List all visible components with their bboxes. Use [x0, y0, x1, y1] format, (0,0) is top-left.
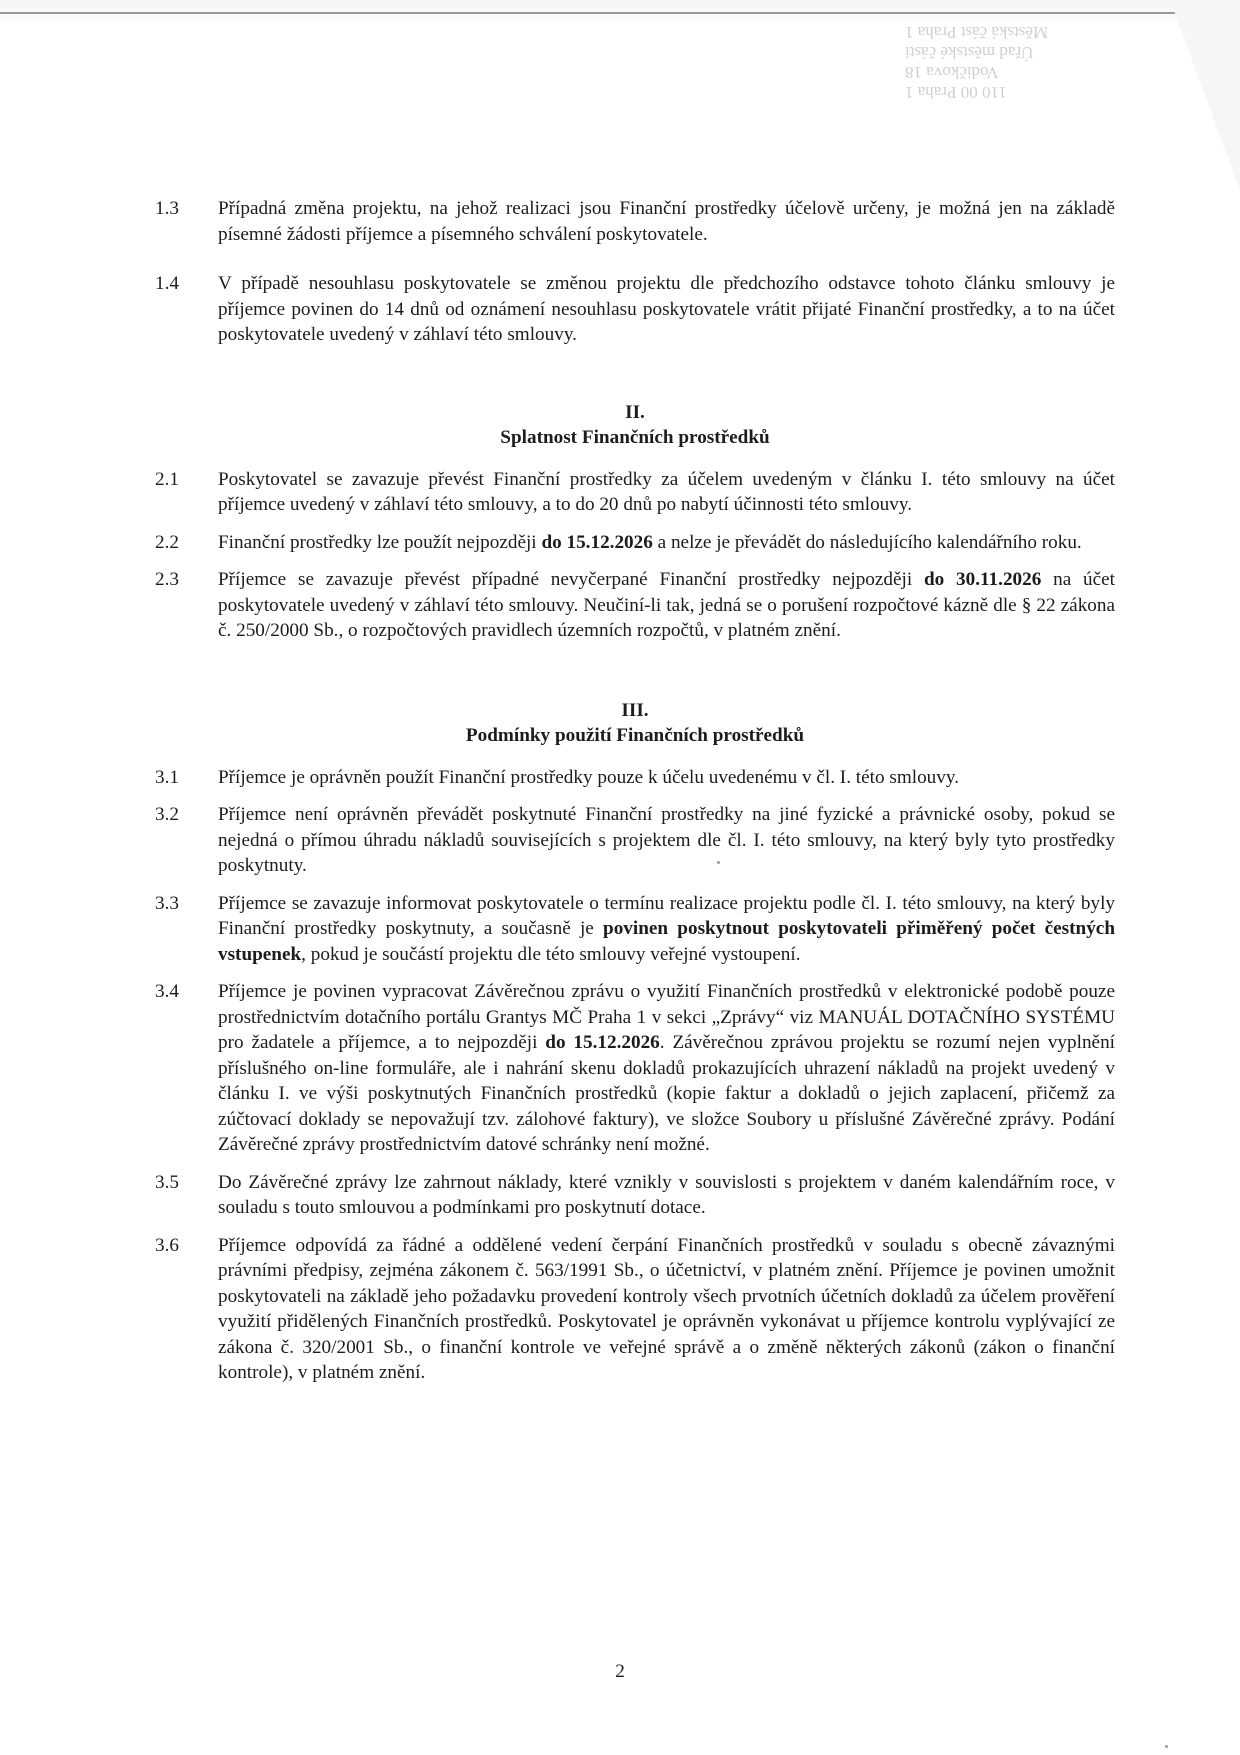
- clause-number: 1.4: [155, 273, 179, 294]
- stamp-line: Vodičkova 18: [905, 63, 999, 82]
- clause-text: [218, 891, 1115, 968]
- clause-3-1: [155, 765, 1115, 791]
- clause-number: 3.2: [155, 804, 179, 825]
- clause-2-1: [155, 467, 1115, 518]
- section-number: II.: [625, 401, 645, 423]
- clause-2-2: [155, 530, 1115, 556]
- deadline-date: do 15.12.2026: [545, 1032, 660, 1053]
- clause-text-part: Finanční prostředky lze použít nejpozději: [218, 531, 542, 553]
- stamp-line: 110 00 Praha 1: [905, 83, 1007, 102]
- emphasis-text: povinen poskytnout poskytovateli přiměřený počet čestných vstupenek: [218, 918, 1115, 965]
- deadline-date: do 30.11.2026: [923, 569, 1042, 590]
- clause-1-3: [155, 196, 1115, 247]
- clause-1-4: [155, 271, 1115, 348]
- stamp-line: Úřad městské části: [905, 43, 1034, 62]
- clause-number: 3.1: [155, 766, 179, 788]
- section-heading-2: [155, 400, 1115, 451]
- clause-text-part: a nelze je převádět do následujícího kalendářního roku.: [652, 531, 1082, 553]
- clause-text-part: . Závěrečnou zprávou projektu se rozumí nejen vyplnění příslušného on-line formuláře, ale i nahrání skenu dokladů prokazujících uhrazení nákladů na projekt uvedený v článku I. ve výši poskytnutých Finančních prostředků (kopie faktur a dokladů o jejich zaplacení, přičemž za zúčtovací doklady se nepovažují tzv. zálohové faktury), ve složce Soubory u příslušné Závěrečné zprávy. Podání Závěrečné zprávy prostřednictvím datové schránky není možné.: [218, 1032, 1115, 1155]
- clause-number: 3.5: [155, 1171, 179, 1193]
- clause-text: Příjemce je oprávněn použít Finanční prostředky pouze k účelu uvedenému v čl. I. této smlouvy.: [218, 766, 960, 788]
- clause-text: Poskytovatel se zavazuje převést Finanční prostředky za účelem uvedeným v článku I. této smlouvy na účet příjemce uvedený v záhlaví této smlouvy, a to do 20 dnů po nabytí účinnosti této smlouvy.: [218, 468, 1115, 515]
- bleed-through-stamp: [905, 22, 1175, 162]
- clause-number: 3.4: [155, 981, 179, 1002]
- clause-text: V případě nesouhlasu poskytovatele se změnou projektu dle předchozího odstavce tohoto článku smlouvy je příjemce povinen do 14 dnů od oznámení nesouhlasu poskytovatele vrátit přijaté Finanční prostředky, a to na účet poskytovatele uvedený v záhlaví této smlouvy.: [218, 273, 1115, 345]
- clause-number: 1.3: [155, 198, 179, 219]
- scan-speck: [1165, 1745, 1168, 1748]
- section-heading-3: [155, 698, 1115, 749]
- clause-text-part: , pokud je součástí projektu dle této smlouvy veřejné vystoupení.: [301, 943, 801, 965]
- clause-text: Příjemce není oprávněn převádět poskytnuté Finanční prostředky na jiné fyzické a právnické osoby, pokud se nejedná o přímou úhradu nákladů souvisejících s projektem dle čl. I. této smlouvy, na který byly tyto prostředky poskytnuty.: [218, 804, 1115, 876]
- page-number: 2: [615, 1661, 625, 1682]
- section-title: Splatnost Finančních prostředků: [500, 427, 770, 448]
- clause-3-4: [155, 979, 1115, 1158]
- clause-text-part: na účet poskytovatele uvedený v záhlaví této smlouvy. Neučiní-li tak, jedná se o porušení rozpočtové kázně dle § 22 zákona č. 250/2000 Sb., o rozpočtových pravidlech územních rozpočtů, v platném znění.: [218, 569, 1115, 641]
- scan-speck: [717, 861, 720, 864]
- deadline-date: do 15.12.2026: [541, 531, 653, 553]
- clause-text: [218, 530, 1115, 556]
- stamp-line: Městská část Praha 1: [905, 23, 1049, 42]
- clause-number: 2.2: [155, 531, 179, 553]
- clause-number: 3.6: [155, 1234, 179, 1256]
- document-body: [155, 196, 1115, 1386]
- clause-text: [218, 979, 1115, 1158]
- clause-3-6: [155, 1233, 1115, 1386]
- clause-text-part: Příjemce je povinen vypracovat Závěrečnou zprávu o využití Finančních prostředků v elektronické podobě pouze prostřednictvím dotačního portálu Grantys MČ Praha 1 v sekci „Zprávy“ viz MANUÁL DOTAČNÍHO SYSTÉMU pro žadatele a příjemce, a to nejpozději: [218, 981, 1115, 1053]
- clause-text: Do Závěrečné zprávy lze zahrnout náklady, které vznikly v souvislosti s projektem v daném kalendářním roce, v souladu s touto smlouvou a podmínkami pro poskytnutí dotace.: [218, 1171, 1115, 1218]
- clause-text-part: Příjemce se zavazuje informovat poskytovatele o termínu realizace projektu podle čl. I. této smlouvy, na který byly Finanční prostředky poskytnuty, a současně je: [218, 892, 1115, 939]
- clause-3-3: [155, 891, 1115, 968]
- section-number: III.: [621, 699, 649, 721]
- clause-text: [218, 567, 1115, 644]
- scan-corner-shadow: [1170, 0, 1240, 190]
- section-title: Podmínky použití Finančních prostředků: [465, 725, 805, 746]
- clause-2-3: [155, 567, 1115, 644]
- clause-3-5: [155, 1170, 1115, 1221]
- clause-text: Případná změna projektu, na jehož realizaci jsou Finanční prostředky účelově určeny, je možná jen na základě písemné žádosti příjemce a písemného schválení poskytovatele.: [218, 198, 1115, 245]
- clause-number: 2.3: [155, 569, 179, 590]
- scan-top-line: [0, 12, 1180, 14]
- clause-text-part: Příjemce se zavazuje převést případné nevyčerpané Finanční prostředky nejpozději: [218, 569, 924, 590]
- clause-number: 3.3: [155, 892, 179, 914]
- clause-text: Příjemce odpovídá za řádné a oddělené vedení čerpání Finančních prostředků v souladu s obecně závaznými právními předpisy, zejména zákonem č. 563/1991 Sb., o účetnictví, v platném znění. Příjemce je povinen umožnit poskytovateli na základě jeho požadavku provedení kontroly všech prvotních účetních dokladů za účelem prověření využití přidělených Finančních prostředků. Poskytovatel je oprávněn vykonávat u příjemce kontrolu vyplývající ze zákona č. 320/2001 Sb., o finanční kontrole ve veřejné správě a o změně některých zákonů (zákon o finanční kontrole), v platném znění.: [218, 1234, 1115, 1383]
- clause-3-2: [155, 802, 1115, 879]
- clause-number: 2.1: [155, 468, 179, 490]
